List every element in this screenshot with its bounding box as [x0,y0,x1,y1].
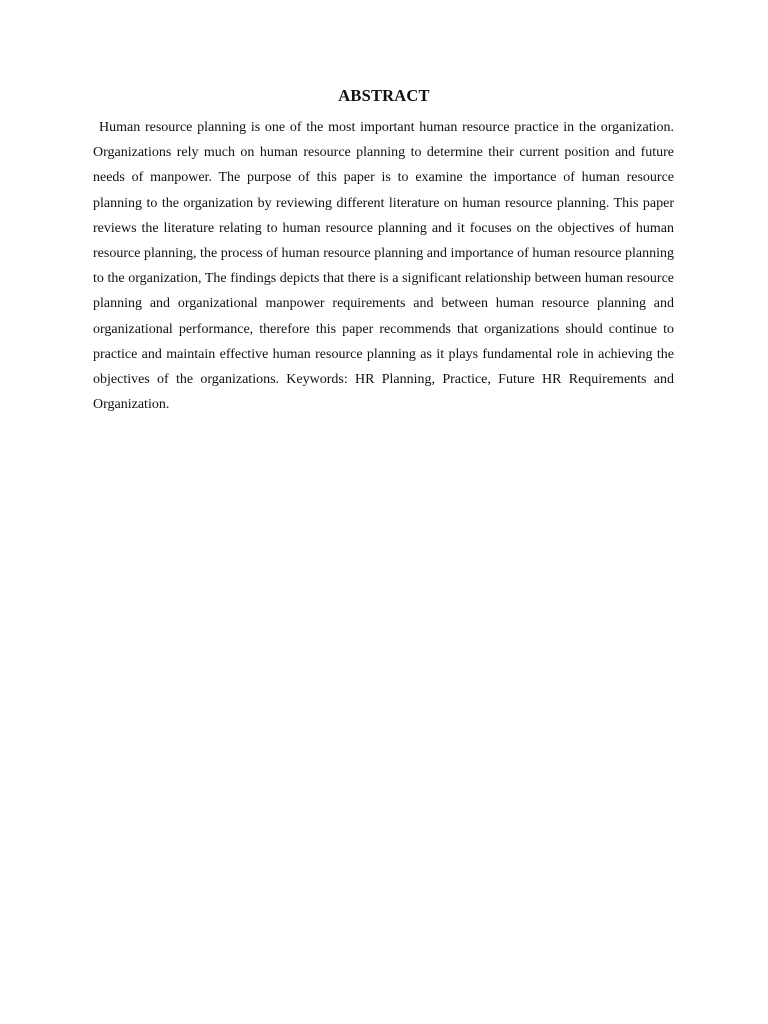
abstract-heading: ABSTRACT [338,86,430,105]
abstract-body: Human resource planning is one of the most important human resource practice in the organization. Organizations rely much on human resource planning to determine their current position and future needs of manpower. The purpose of this paper is to examine the importance of human resource planning to the organization by reviewing different literature on human resource planning. This paper reviews the literature relating to human resource planning and it focuses on the objectives of human resource planning, the process of human resource planning and importance of human resource planning to the organization, The findings depicts that there is a significant relationship between human resource planning and organizational manpower requirements and between human resource planning and organizational performance, therefore this paper recommends that organizations should continue to practice and maintain effective human resource planning as it plays fundamental role in achieving the objectives of the organizations. Keywords: HR Planning, Practice, Future HR Requirements and Organization. [93,120,674,413]
